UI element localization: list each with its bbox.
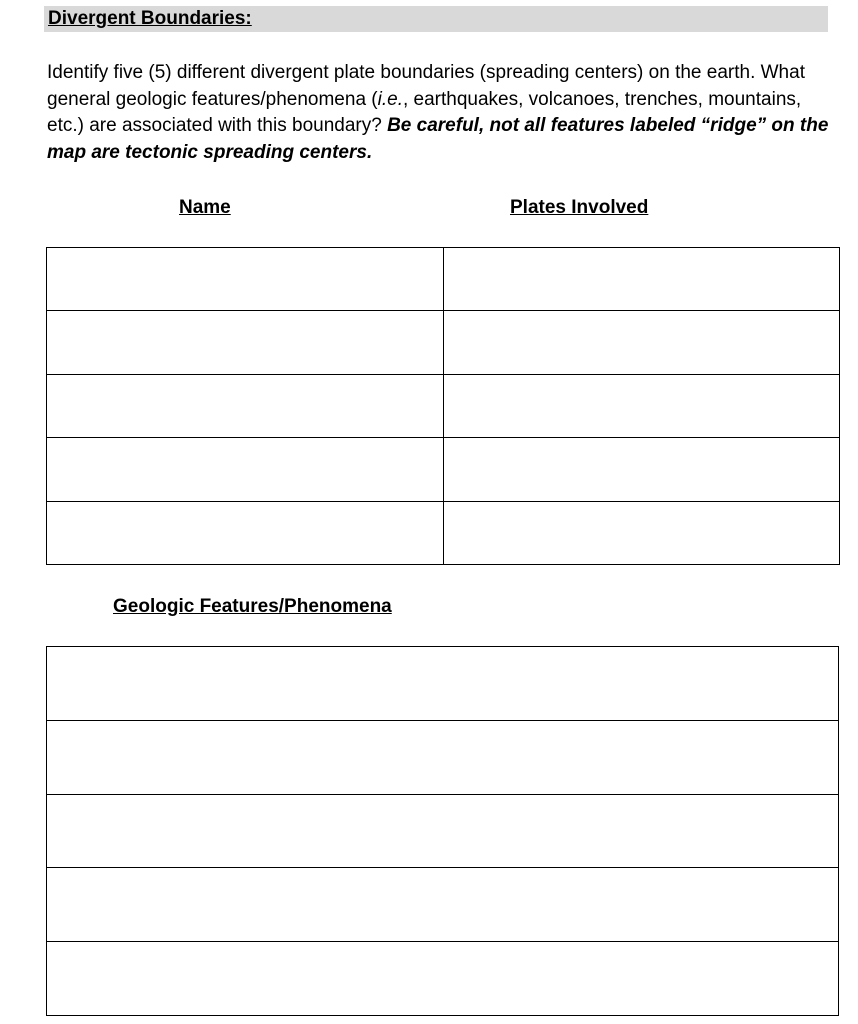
features-cell[interactable] [47,720,839,794]
plates-column-header: Plates Involved [510,197,649,218]
features-cell[interactable] [47,794,839,868]
table-row [47,868,839,942]
plates-cell[interactable] [443,311,840,374]
instructions-paragraph [47,60,837,166]
table-row [47,248,840,311]
table-row [47,720,839,794]
table-row [47,794,839,868]
features-cell[interactable] [47,942,839,1016]
plates-cell[interactable] [443,438,840,501]
table-row [47,942,839,1016]
name-cell[interactable] [47,311,444,374]
name-column-header: Name [179,197,231,218]
name-cell[interactable] [47,501,444,564]
table-row [47,647,839,721]
instructions-ie: i.e. [377,88,403,110]
features-table [46,646,839,1016]
section-title: Divergent Boundaries: [48,8,252,29]
instructions-warning: Be careful, not all features labeled “ridge” on the map are tectonic spreading centers. [47,115,829,163]
plates-cell[interactable] [443,501,840,564]
instructions-text-1: Identify five (5) different divergent plate boundaries (spreading centers) on the earth. What general geologic features/phenomena ( [47,62,805,110]
plates-cell[interactable] [443,374,840,437]
features-cell[interactable] [47,647,839,721]
name-cell[interactable] [47,374,444,437]
boundaries-table [46,247,840,565]
plates-cell[interactable] [443,248,840,311]
table-row [47,438,840,501]
features-cell[interactable] [47,868,839,942]
table-row [47,374,840,437]
name-cell[interactable] [47,248,444,311]
table-row [47,501,840,564]
features-column-header: Geologic Features/Phenomena [113,596,392,617]
table-row [47,311,840,374]
name-cell[interactable] [47,438,444,501]
instructions-text-2: , earthquakes, volcanoes, trenches, mountains, etc.) are associated with this boundary? [47,88,802,136]
